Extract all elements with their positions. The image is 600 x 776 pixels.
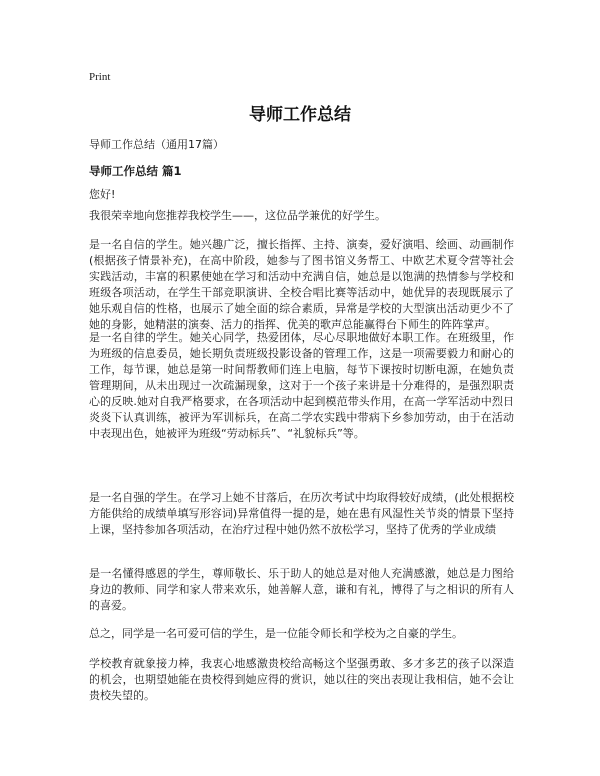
print-link[interactable]: Print	[89, 71, 111, 83]
paragraph-strong: 是一名自强的学生。在学习上她不甘落后，在历次考试中均取得较好成绩，(此处根据校方能供给的成绩单填写形容词)异常值得一提的是，她在患有风湿性关节炎的情景下坚持上课，坚持参加各项活动，在治疗过程中她仍然不放松学习，坚持了优秀的学业成绩	[89, 491, 514, 536]
paragraph-disciplined: 是一名自律的学生。她关心同学，热爱团体，尽心尽职地做好本职工作。在班级里，作为班级的信息委员，她长期负责班级投影设备的管理工作，这是一项需要毅力和耐心的工作，每节课，她总是第一时间帮教师们连上电脑，每节下课按时切断电源，在她负责管理期间，从未出现过一次疏漏现象，这对于一个孩子来讲是十分难得的，是强烈职责心的反映.她对自我严格要求，在各项活动中起到模范带头作用，在高一学军活动中烈日炎炎下认真训练，被评为军训标兵，在高二学农实践中带病下乡参加劳动，由于在活动中表现出色，她被评为班级“劳动标兵”、“礼貌标兵”等。	[89, 331, 514, 440]
paragraph-closing: 学校教育就象接力棒，我衷心地感激贵校给高畅这个坚强勇敢、多才多艺的孩子以深造的机会，也期望她能在贵校得到她应得的赏识，她以往的突出表现让我相信，她不会让贵校失望的。	[89, 657, 514, 702]
document-title: 导师工作总结	[249, 105, 351, 125]
paragraph-grateful: 是一名懂得感恩的学生，尊师敬长、乐于助人的她总是对他人充满感激，她总是力图给身边的教师、同学和家人带来欢乐，她善解人意，谦和有礼，博得了与之相识的所有人的喜爱。	[89, 567, 514, 612]
document-subtitle: 导师工作总结（通用17篇）	[89, 138, 224, 151]
paragraph-intro: 我很荣幸地向您推荐我校学生——，这位品学兼优的好学生。	[89, 209, 386, 222]
greeting: 您好!	[89, 188, 116, 201]
paragraph-confident: 是一名自信的学生。她兴趣广泛，擅长指挥、主持、演奏，爱好演唱、绘画、动画制作(根据孩子情景补充)，在高中阶段，她参与了图书馆义务帮工、中欧艺术夏令营等社会实践活动，丰富的积累使她在学习和活动中充满自信，她总是以饱满的热情参与学校和班级各项活动，在学生干部竞职演讲、全校合唱比赛等活动中，她优异的表现既展示了她乐观自信的性格，也展示了她全面的综合素质，异常是学校的大型演出活动更少不了她的身影，她精湛的演奏、活力的指挥、优美的歌声总能赢得台下师生的阵阵掌声。	[89, 238, 514, 331]
section-heading: 导师工作总结 篇1	[89, 164, 182, 178]
paragraph-summary: 总之，同学是一名可爱可信的学生，是一位能令师长和学校为之自豪的学生。	[89, 627, 463, 640]
